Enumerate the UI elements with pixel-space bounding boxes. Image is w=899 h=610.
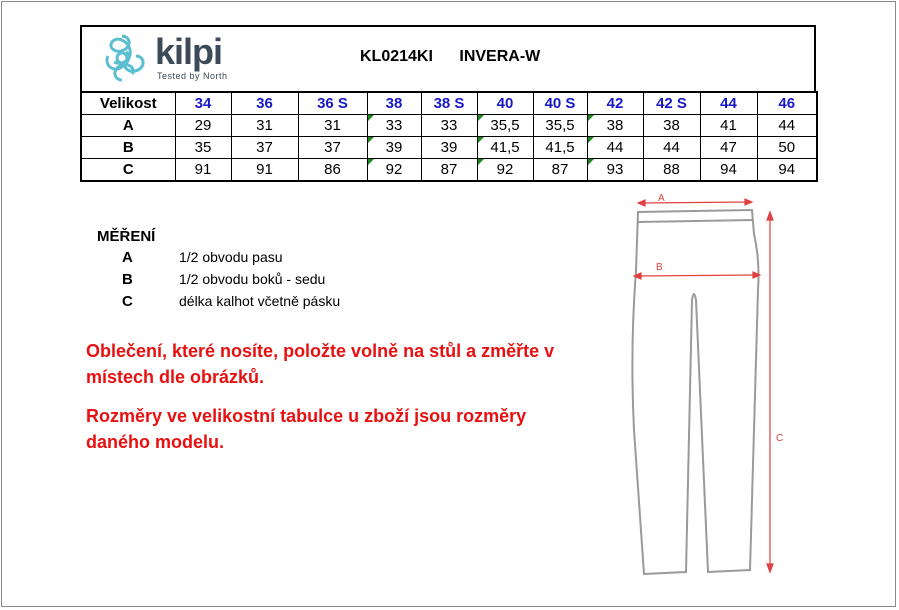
measure-b-label: B xyxy=(656,262,663,273)
size-42s: 42 S xyxy=(643,92,700,115)
size-40: 40 xyxy=(477,92,533,115)
table-cell: 94 xyxy=(757,159,817,182)
size-38: 38 xyxy=(367,92,421,115)
size-table xyxy=(80,91,818,182)
table-cell: 94 xyxy=(700,159,757,182)
size-44: 44 xyxy=(700,92,757,115)
measure-a-line xyxy=(640,202,750,203)
brand-tagline: Tested by North xyxy=(157,71,228,81)
table-cell: 92 xyxy=(477,159,533,182)
table-cell: 50 xyxy=(757,137,817,159)
legend-key: B xyxy=(122,271,133,288)
note-model: Rozměry ve velikostní tabulce u zboží jsou rozměry daného modelu. xyxy=(86,406,527,452)
table-row-a xyxy=(81,115,817,137)
product-title xyxy=(360,48,540,66)
legend-text: 1/2 obvodu pasu xyxy=(179,249,283,265)
size-38s: 38 S xyxy=(421,92,477,115)
note-measure: Oblečení, které nosíte, položte volně na stůl a změřte v místech dle obrázků. xyxy=(86,341,555,387)
table-cell: 87 xyxy=(533,159,587,182)
legend-key: C xyxy=(122,293,133,310)
brand-wordmark: kilpi xyxy=(155,31,223,72)
size-header-label: Velikost xyxy=(81,92,175,115)
measure-b-line xyxy=(636,275,758,276)
table-cell: 39 xyxy=(367,137,421,159)
table-row-c xyxy=(81,159,817,182)
row-label: B xyxy=(81,137,175,159)
table-cell: 29 xyxy=(175,115,231,137)
size-40s: 40 S xyxy=(533,92,587,115)
size-36s: 36 S xyxy=(298,92,367,115)
product-name: INVERA-W xyxy=(459,48,541,65)
size-42: 42 xyxy=(587,92,643,115)
table-cell: 41,5 xyxy=(477,137,533,159)
table-cell: 44 xyxy=(757,115,817,137)
table-cell: 33 xyxy=(367,115,421,137)
table-cell: 44 xyxy=(587,137,643,159)
table-cell: 41 xyxy=(700,115,757,137)
table-cell: 33 xyxy=(421,115,477,137)
size-46: 46 xyxy=(757,92,817,115)
legend-text: délka kalhot včetně pásku xyxy=(179,293,341,309)
pants-outline xyxy=(632,210,758,574)
table-cell: 47 xyxy=(700,137,757,159)
table-cell: 91 xyxy=(231,159,298,182)
table-cell: 92 xyxy=(367,159,421,182)
table-cell: 35,5 xyxy=(477,115,533,137)
table-row-b xyxy=(81,137,817,159)
table-cell: 88 xyxy=(643,159,700,182)
measure-c-label: C xyxy=(776,433,784,444)
legend-title: MĚŘENÍ xyxy=(97,228,156,245)
pants-diagram xyxy=(600,190,800,590)
measure-a-label: A xyxy=(658,193,665,204)
table-cell: 41,5 xyxy=(533,137,587,159)
table-cell: 38 xyxy=(643,115,700,137)
legend-key: A xyxy=(122,249,133,266)
table-cell: 31 xyxy=(298,115,367,137)
legend-text: 1/2 obvodu boků - sedu xyxy=(179,271,326,287)
product-code: KL0214KI xyxy=(360,48,433,65)
table-cell: 91 xyxy=(175,159,231,182)
table-cell: 39 xyxy=(421,137,477,159)
waistband-line xyxy=(638,220,753,222)
row-label: A xyxy=(81,115,175,137)
table-cell: 38 xyxy=(587,115,643,137)
row-label: C xyxy=(81,159,175,182)
size-34: 34 xyxy=(175,92,231,115)
table-cell: 35 xyxy=(175,137,231,159)
table-cell: 31 xyxy=(231,115,298,137)
size-header-row xyxy=(81,92,817,115)
table-cell: 87 xyxy=(421,159,477,182)
table-cell: 44 xyxy=(643,137,700,159)
table-cell: 93 xyxy=(587,159,643,182)
table-cell: 37 xyxy=(298,137,367,159)
table-cell: 37 xyxy=(231,137,298,159)
table-cell: 35,5 xyxy=(533,115,587,137)
table-cell: 86 xyxy=(298,159,367,182)
size-36: 36 xyxy=(231,92,298,115)
